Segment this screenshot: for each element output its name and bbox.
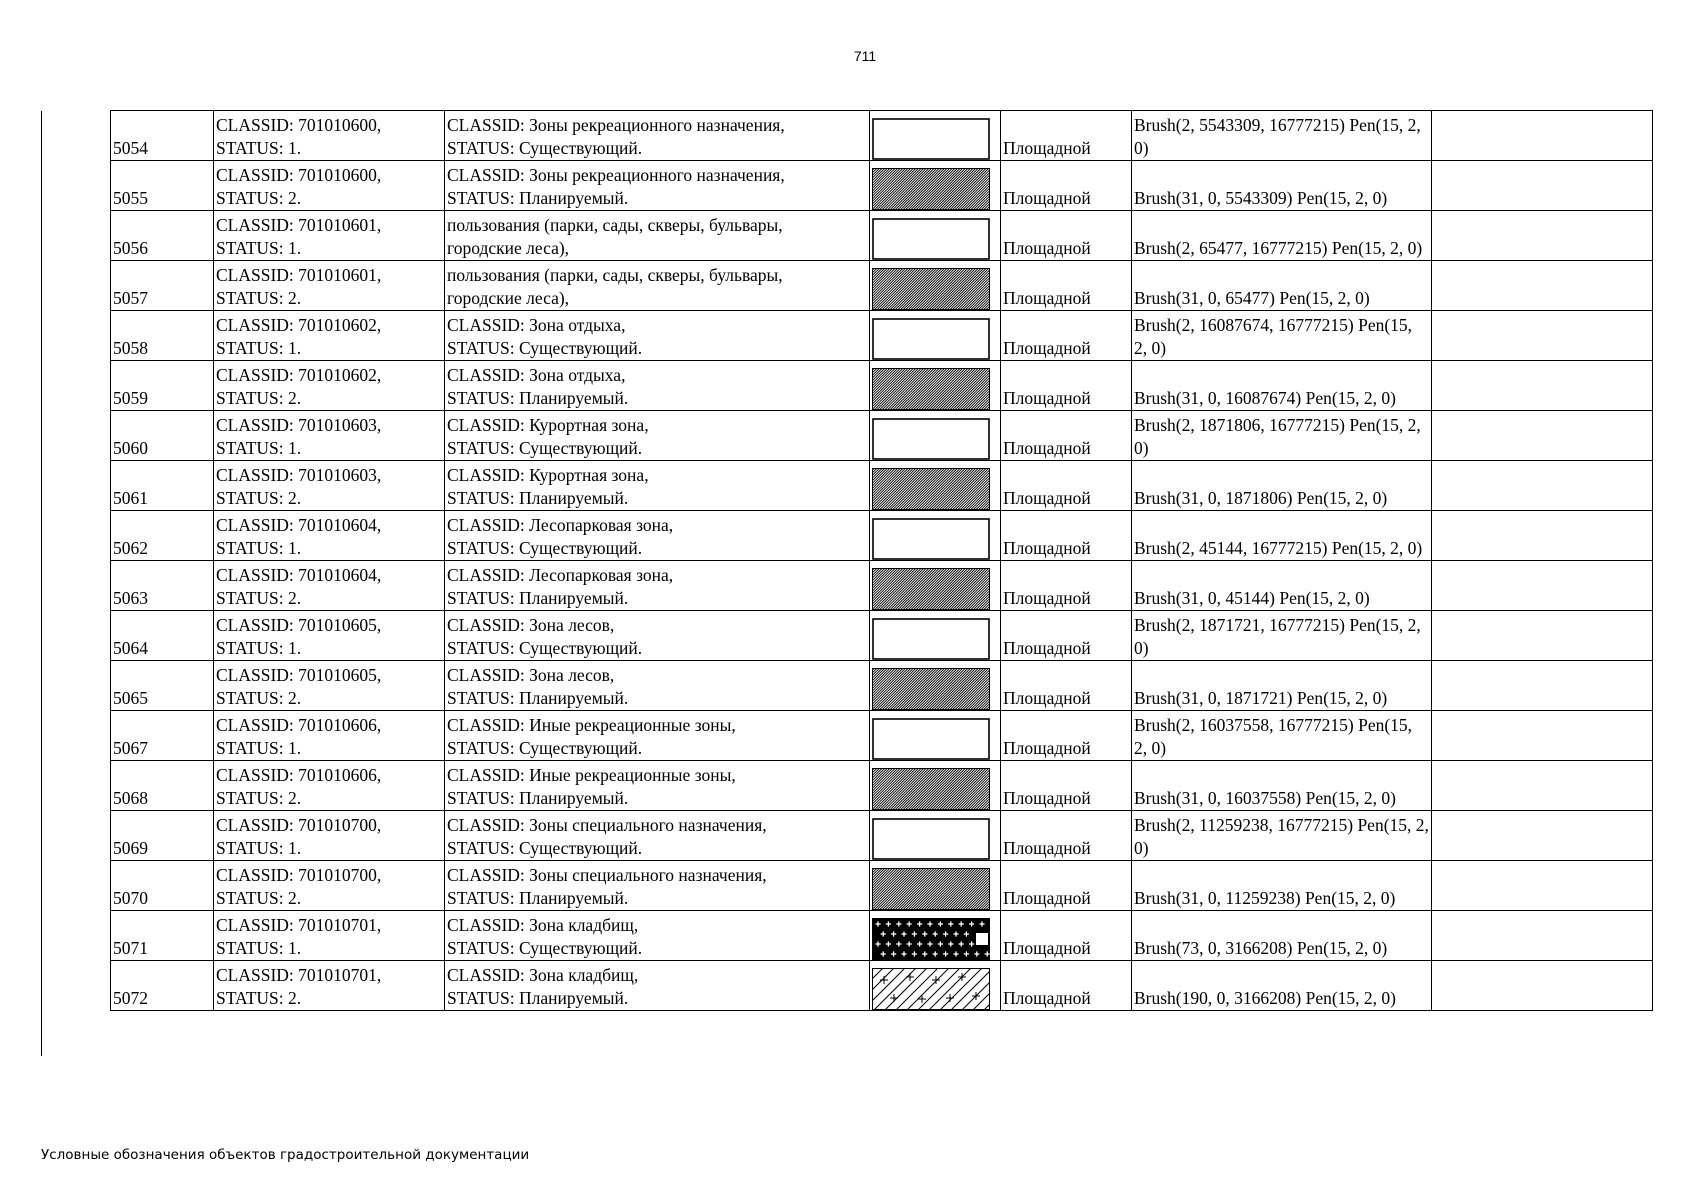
row-description-line: STATUS: Планируемый. bbox=[447, 788, 629, 808]
row-style: Brush(2, 16087674, 16777215) Pen(15, 2, 0) bbox=[1132, 311, 1432, 361]
row-description-line: пользования (парки, сады, скверы, бульвары, bbox=[447, 215, 783, 235]
row-class-line: STATUS: 2. bbox=[216, 688, 302, 708]
row-type: Площадной bbox=[1001, 911, 1132, 961]
row-description bbox=[445, 861, 870, 911]
row-style: Brush(2, 65477, 16777215) Pen(15, 2, 0) bbox=[1132, 211, 1432, 261]
row-class bbox=[214, 761, 445, 811]
legend-sample-empty bbox=[872, 318, 990, 360]
row-empty-cell bbox=[1432, 361, 1653, 411]
row-class bbox=[214, 561, 445, 611]
row-description-line: CLASSID: Курортная зона, bbox=[447, 415, 649, 435]
row-class bbox=[214, 461, 445, 511]
row-description-line: STATUS: Планируемый. bbox=[447, 988, 629, 1008]
row-description-line: STATUS: Существующий. bbox=[447, 338, 643, 358]
row-class-line: CLASSID: 701010700, bbox=[216, 865, 382, 885]
row-sample bbox=[870, 111, 1001, 161]
row-class-line: STATUS: 1. bbox=[216, 738, 302, 758]
row-code: 5056 bbox=[111, 211, 214, 261]
table-row bbox=[111, 811, 1653, 861]
row-class-line: STATUS: 2. bbox=[216, 388, 302, 408]
legend-sample-hatch bbox=[872, 268, 990, 310]
row-sample bbox=[870, 661, 1001, 711]
row-description bbox=[445, 461, 870, 511]
row-class-line: STATUS: 1. bbox=[216, 938, 302, 958]
row-description bbox=[445, 811, 870, 861]
row-class-line: STATUS: 1. bbox=[216, 638, 302, 658]
row-class-line: CLASSID: 701010603, bbox=[216, 415, 382, 435]
table-row bbox=[111, 111, 1653, 161]
row-description-line: CLASSID: Зона кладбищ, bbox=[447, 915, 639, 935]
row-class-line: CLASSID: 701010701, bbox=[216, 965, 382, 985]
table-row bbox=[111, 461, 1653, 511]
row-style: Brush(31, 0, 45144) Pen(15, 2, 0) bbox=[1132, 561, 1432, 611]
row-style: Brush(31, 0, 16037558) Pen(15, 2, 0) bbox=[1132, 761, 1432, 811]
row-type: Площадной bbox=[1001, 761, 1132, 811]
row-description bbox=[445, 411, 870, 461]
row-class-line: STATUS: 2. bbox=[216, 188, 302, 208]
legend-sample-empty bbox=[872, 218, 990, 260]
row-class-line: STATUS: 2. bbox=[216, 988, 302, 1008]
legend-sample-cemetery-planned bbox=[872, 968, 990, 1010]
row-type: Площадной bbox=[1001, 811, 1132, 861]
row-code: 5065 bbox=[111, 661, 214, 711]
row-code: 5054 bbox=[111, 111, 214, 161]
row-description-line: CLASSID: Лесопарковая зона, bbox=[447, 565, 674, 585]
row-empty-cell bbox=[1432, 811, 1653, 861]
row-sample bbox=[870, 461, 1001, 511]
row-class-line: STATUS: 2. bbox=[216, 588, 302, 608]
row-description bbox=[445, 111, 870, 161]
row-code: 5069 bbox=[111, 811, 214, 861]
row-class-line: CLASSID: 701010602, bbox=[216, 315, 382, 335]
row-class bbox=[214, 161, 445, 211]
legend-sample-hatch bbox=[872, 668, 990, 710]
row-description-line: STATUS: Существующий. bbox=[447, 438, 643, 458]
table-row bbox=[111, 261, 1653, 311]
row-description-line: STATUS: Существующий. bbox=[447, 738, 643, 758]
row-type: Площадной bbox=[1001, 611, 1132, 661]
row-code: 5064 bbox=[111, 611, 214, 661]
row-description bbox=[445, 711, 870, 761]
row-code: 5057 bbox=[111, 261, 214, 311]
row-code: 5055 bbox=[111, 161, 214, 211]
row-type: Площадной bbox=[1001, 861, 1132, 911]
row-description-line: STATUS: Планируемый. bbox=[447, 688, 629, 708]
row-type: Площадной bbox=[1001, 311, 1132, 361]
row-empty-cell bbox=[1432, 461, 1653, 511]
row-code: 5072 bbox=[111, 961, 214, 1011]
row-code: 5063 bbox=[111, 561, 214, 611]
row-class bbox=[214, 961, 445, 1011]
table-row bbox=[111, 361, 1653, 411]
row-style: Brush(31, 0, 65477) Pen(15, 2, 0) bbox=[1132, 261, 1432, 311]
table-row bbox=[111, 611, 1653, 661]
row-style: Brush(31, 0, 5543309) Pen(15, 2, 0) bbox=[1132, 161, 1432, 211]
row-empty-cell bbox=[1432, 561, 1653, 611]
table-row bbox=[111, 561, 1653, 611]
row-style: Brush(73, 0, 3166208) Pen(15, 2, 0) bbox=[1132, 911, 1432, 961]
table-row bbox=[111, 161, 1653, 211]
row-code: 5068 bbox=[111, 761, 214, 811]
row-code: 5071 bbox=[111, 911, 214, 961]
row-sample bbox=[870, 961, 1001, 1011]
row-style: Brush(31, 0, 1871721) Pen(15, 2, 0) bbox=[1132, 661, 1432, 711]
row-sample bbox=[870, 211, 1001, 261]
row-description-line: городские леса), bbox=[447, 238, 570, 258]
row-description-line: STATUS: Существующий. bbox=[447, 838, 643, 858]
row-style: Brush(2, 45144, 16777215) Pen(15, 2, 0) bbox=[1132, 511, 1432, 561]
row-class bbox=[214, 661, 445, 711]
legend-sample-hatch bbox=[872, 468, 990, 510]
row-description bbox=[445, 361, 870, 411]
row-description-line: STATUS: Планируемый. bbox=[447, 488, 629, 508]
row-code: 5058 bbox=[111, 311, 214, 361]
row-class bbox=[214, 611, 445, 661]
row-description-line: CLASSID: Зоны рекреационного назначения, bbox=[447, 165, 785, 185]
row-description-line: STATUS: Существующий. bbox=[447, 938, 643, 958]
row-type: Площадной bbox=[1001, 111, 1132, 161]
row-class-line: CLASSID: 701010605, bbox=[216, 615, 382, 635]
legend-sample-empty bbox=[872, 818, 990, 860]
row-description bbox=[445, 961, 870, 1011]
row-description bbox=[445, 911, 870, 961]
row-empty-cell bbox=[1432, 411, 1653, 461]
table-row bbox=[111, 761, 1653, 811]
row-sample bbox=[870, 911, 1001, 961]
row-description-line: CLASSID: Лесопарковая зона, bbox=[447, 515, 674, 535]
row-empty-cell bbox=[1432, 111, 1653, 161]
page-number: 711 bbox=[853, 48, 877, 64]
row-empty-cell bbox=[1432, 761, 1653, 811]
row-empty-cell bbox=[1432, 711, 1653, 761]
row-style: Brush(2, 5543309, 16777215) Pen(15, 2, 0) bbox=[1132, 111, 1432, 161]
row-description-line: STATUS: Существующий. bbox=[447, 138, 643, 158]
row-empty-cell bbox=[1432, 311, 1653, 361]
row-class-line: CLASSID: 701010605, bbox=[216, 665, 382, 685]
row-description-line: CLASSID: Курортная зона, bbox=[447, 465, 649, 485]
row-description-line: CLASSID: Зона лесов, bbox=[447, 665, 615, 685]
table-row bbox=[111, 661, 1653, 711]
row-empty-cell bbox=[1432, 911, 1653, 961]
table-row bbox=[111, 961, 1653, 1011]
row-description-line: STATUS: Планируемый. bbox=[447, 888, 629, 908]
row-empty-cell bbox=[1432, 261, 1653, 311]
legend-sample-empty bbox=[872, 418, 990, 460]
row-description-line: CLASSID: Зоны рекреационного назначения, bbox=[447, 115, 785, 135]
row-class bbox=[214, 311, 445, 361]
row-class bbox=[214, 911, 445, 961]
row-class-line: STATUS: 2. bbox=[216, 888, 302, 908]
row-class bbox=[214, 261, 445, 311]
legend-sample-empty bbox=[872, 518, 990, 560]
row-style: Brush(2, 16037558, 16777215) Pen(15, 2, 0) bbox=[1132, 711, 1432, 761]
table-row bbox=[111, 211, 1653, 261]
table-row bbox=[111, 911, 1653, 961]
row-code: 5067 bbox=[111, 711, 214, 761]
row-class-line: CLASSID: 701010603, bbox=[216, 465, 382, 485]
legend-sample-empty bbox=[872, 718, 990, 760]
row-description-line: STATUS: Планируемый. bbox=[447, 188, 629, 208]
row-description-line: STATUS: Существующий. bbox=[447, 538, 643, 558]
row-description-line: CLASSID: Иные рекреационные зоны, bbox=[447, 715, 736, 735]
row-class-line: STATUS: 1. bbox=[216, 838, 302, 858]
row-style: Brush(190, 0, 3166208) Pen(15, 2, 0) bbox=[1132, 961, 1432, 1011]
row-class-line: CLASSID: 701010606, bbox=[216, 715, 382, 735]
table-row bbox=[111, 511, 1653, 561]
row-type: Площадной bbox=[1001, 411, 1132, 461]
row-class-line: STATUS: 2. bbox=[216, 788, 302, 808]
legend-sample-cemetery bbox=[872, 918, 990, 960]
document-footer: Условные обозначения объектов градостроительной документации bbox=[41, 1147, 530, 1163]
row-sample bbox=[870, 561, 1001, 611]
row-sample bbox=[870, 711, 1001, 761]
row-type: Площадной bbox=[1001, 561, 1132, 611]
row-style: Brush(31, 0, 11259238) Pen(15, 2, 0) bbox=[1132, 861, 1432, 911]
row-sample bbox=[870, 761, 1001, 811]
row-empty-cell bbox=[1432, 511, 1653, 561]
row-class-line: CLASSID: 701010600, bbox=[216, 165, 382, 185]
table-row bbox=[111, 861, 1653, 911]
row-type: Площадной bbox=[1001, 361, 1132, 411]
row-class-line: STATUS: 2. bbox=[216, 288, 302, 308]
row-code: 5070 bbox=[111, 861, 214, 911]
row-empty-cell bbox=[1432, 661, 1653, 711]
row-sample bbox=[870, 261, 1001, 311]
row-type: Площадной bbox=[1001, 461, 1132, 511]
row-class-line: CLASSID: 701010606, bbox=[216, 765, 382, 785]
row-empty-cell bbox=[1432, 211, 1653, 261]
row-description-line: CLASSID: Зона кладбищ, bbox=[447, 965, 639, 985]
row-description bbox=[445, 511, 870, 561]
row-code: 5061 bbox=[111, 461, 214, 511]
row-class-line: CLASSID: 701010602, bbox=[216, 365, 382, 385]
row-description-line: CLASSID: Зоны специального назначения, bbox=[447, 815, 767, 835]
table-row bbox=[111, 411, 1653, 461]
row-class bbox=[214, 711, 445, 761]
row-class bbox=[214, 811, 445, 861]
row-class-line: CLASSID: 701010701, bbox=[216, 915, 382, 935]
row-description-line: пользования (парки, сады, скверы, бульвары, bbox=[447, 265, 783, 285]
row-class-line: STATUS: 1. bbox=[216, 138, 302, 158]
margin-line bbox=[41, 111, 42, 1056]
table-row bbox=[111, 711, 1653, 761]
legend-sample-hatch bbox=[872, 868, 990, 910]
row-sample bbox=[870, 361, 1001, 411]
row-empty-cell bbox=[1432, 611, 1653, 661]
row-class bbox=[214, 511, 445, 561]
row-style: Brush(31, 0, 1871806) Pen(15, 2, 0) bbox=[1132, 461, 1432, 511]
row-class-line: STATUS: 1. bbox=[216, 338, 302, 358]
row-code: 5060 bbox=[111, 411, 214, 461]
legend-sample-hatch bbox=[872, 768, 990, 810]
row-description bbox=[445, 211, 870, 261]
table-row bbox=[111, 311, 1653, 361]
row-class bbox=[214, 861, 445, 911]
legend-sample-empty bbox=[872, 118, 990, 160]
row-sample bbox=[870, 511, 1001, 561]
row-class bbox=[214, 111, 445, 161]
row-empty-cell bbox=[1432, 961, 1653, 1011]
row-class-line: CLASSID: 701010604, bbox=[216, 515, 382, 535]
row-class-line: STATUS: 1. bbox=[216, 438, 302, 458]
row-sample bbox=[870, 611, 1001, 661]
row-class bbox=[214, 211, 445, 261]
legend-sample-hatch bbox=[872, 168, 990, 210]
row-description bbox=[445, 161, 870, 211]
legend-sample-hatch bbox=[872, 368, 990, 410]
row-description-line: STATUS: Планируемый. bbox=[447, 588, 629, 608]
row-type: Площадной bbox=[1001, 661, 1132, 711]
row-description-line: CLASSID: Зона отдыха, bbox=[447, 365, 626, 385]
row-type: Площадной bbox=[1001, 261, 1132, 311]
legend-body bbox=[111, 111, 1653, 1011]
row-description-line: CLASSID: Зона лесов, bbox=[447, 615, 615, 635]
row-style: Brush(2, 11259238, 16777215) Pen(15, 2, 0) bbox=[1132, 811, 1432, 861]
row-sample bbox=[870, 811, 1001, 861]
legend-table bbox=[110, 110, 1653, 1011]
row-class bbox=[214, 361, 445, 411]
row-description-line: CLASSID: Зоны специального назначения, bbox=[447, 865, 767, 885]
row-description bbox=[445, 261, 870, 311]
row-code: 5059 bbox=[111, 361, 214, 411]
row-empty-cell bbox=[1432, 161, 1653, 211]
row-class-line: CLASSID: 701010604, bbox=[216, 565, 382, 585]
row-sample bbox=[870, 861, 1001, 911]
row-class-line: CLASSID: 701010700, bbox=[216, 815, 382, 835]
row-class-line: CLASSID: 701010601, bbox=[216, 215, 382, 235]
row-description bbox=[445, 661, 870, 711]
row-description-line: STATUS: Существующий. bbox=[447, 638, 643, 658]
row-class-line: STATUS: 1. bbox=[216, 238, 302, 258]
row-description bbox=[445, 611, 870, 661]
legend-sample-hatch bbox=[872, 568, 990, 610]
row-type: Площадной bbox=[1001, 161, 1132, 211]
row-sample bbox=[870, 411, 1001, 461]
row-style: Brush(2, 1871806, 16777215) Pen(15, 2, 0) bbox=[1132, 411, 1432, 461]
row-description-line: городские леса), bbox=[447, 288, 570, 308]
row-class-line: CLASSID: 701010601, bbox=[216, 265, 382, 285]
row-style: Brush(2, 1871721, 16777215) Pen(15, 2, 0) bbox=[1132, 611, 1432, 661]
row-sample bbox=[870, 161, 1001, 211]
row-class bbox=[214, 411, 445, 461]
row-type: Площадной bbox=[1001, 211, 1132, 261]
row-class-line: STATUS: 1. bbox=[216, 538, 302, 558]
row-class-line: CLASSID: 701010600, bbox=[216, 115, 382, 135]
row-type: Площадной bbox=[1001, 511, 1132, 561]
row-description-line: CLASSID: Зона отдыха, bbox=[447, 315, 626, 335]
legend-sample-empty bbox=[872, 618, 990, 660]
row-code: 5062 bbox=[111, 511, 214, 561]
row-description bbox=[445, 311, 870, 361]
row-type: Площадной bbox=[1001, 711, 1132, 761]
row-empty-cell bbox=[1432, 861, 1653, 911]
row-description bbox=[445, 561, 870, 611]
row-description bbox=[445, 761, 870, 811]
row-description-line: CLASSID: Иные рекреационные зоны, bbox=[447, 765, 736, 785]
row-style: Brush(31, 0, 16087674) Pen(15, 2, 0) bbox=[1132, 361, 1432, 411]
row-type: Площадной bbox=[1001, 961, 1132, 1011]
row-class-line: STATUS: 2. bbox=[216, 488, 302, 508]
row-description-line: STATUS: Планируемый. bbox=[447, 388, 629, 408]
row-sample bbox=[870, 311, 1001, 361]
